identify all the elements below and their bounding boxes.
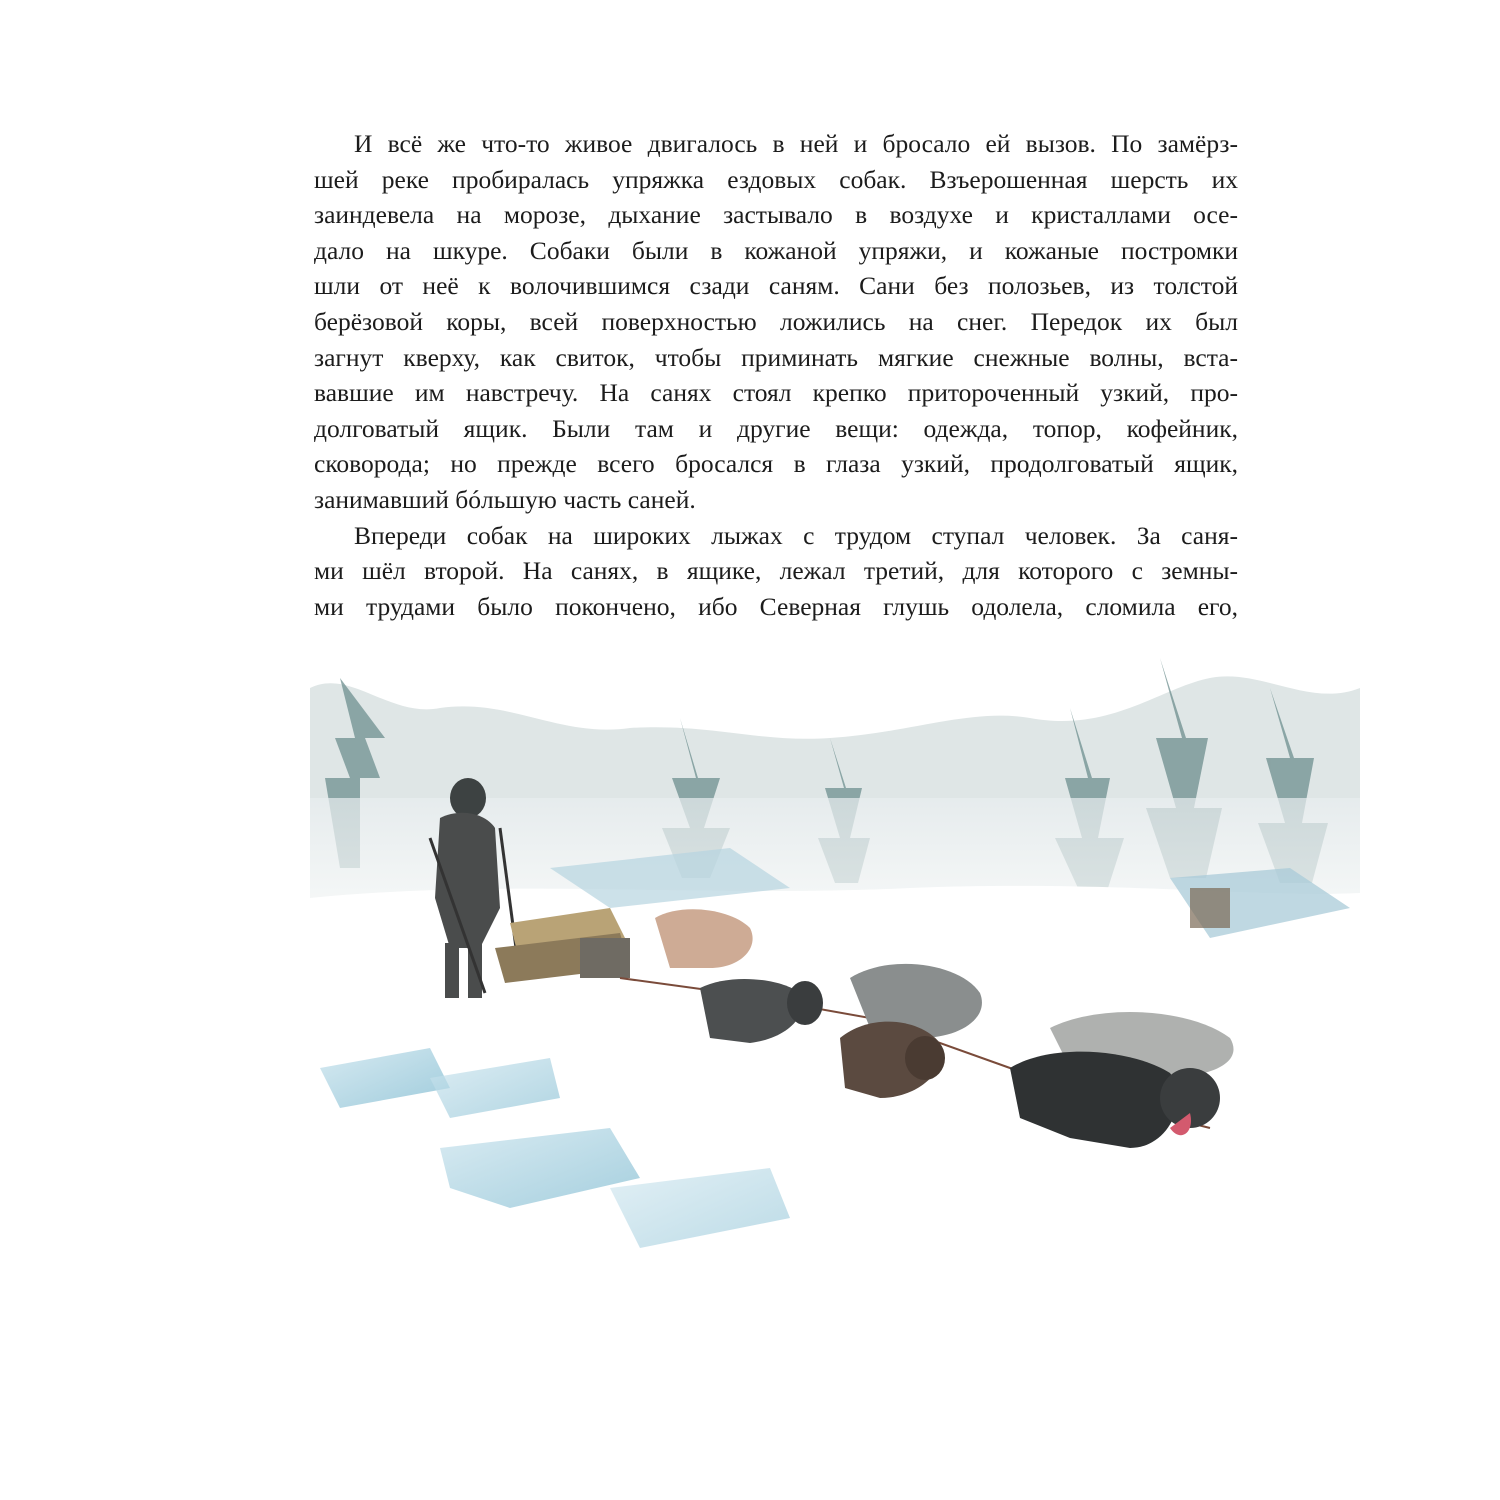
dog-sled-watercolor-icon (310, 648, 1360, 1298)
dog-sled-illustration (310, 648, 1360, 1298)
text-line: сковорода; но прежде всего бросался в глаза узкий, продолговатый ящик, (314, 449, 1238, 479)
text-line: Впереди собак на широких лыжах с трудом ступал человек. За саня- (354, 520, 1238, 550)
text-line: долговатый ящик. Были там и другие вещи: одежда, топор, кофейник, (314, 413, 1238, 443)
text-line: И всё же что-то живое двигалось в ней и бросало ей вызов. По замёрз- (354, 129, 1238, 158)
text-line: вавшие им навстречу. На санях стоял крепко приторoченный узкий, про- (314, 378, 1238, 408)
text-line: берёзовой коры, всей поверхностью ложились на снег. Передок их был (314, 306, 1238, 336)
text-line: загнут кверху, как свиток, чтобы приминать мягкие снежные волны, вста- (314, 342, 1238, 372)
body-text (314, 126, 1238, 624)
paragraph-1 (314, 126, 1238, 518)
text-line: ми шёл второй. На санях, в ящике, лежал третий, для которого с земны- (314, 556, 1238, 586)
text-line: ми трудами было покончено, ибо Северная глушь одолела, сломила его, (314, 591, 1238, 621)
text-line: дало на шкуре. Собаки были в кожаной упряжи, и кожаные постромки (314, 235, 1238, 265)
text-line: заиндевела на морозе, дыхание застывало в воздухе и кристаллами осе- (314, 200, 1238, 230)
text-line: шли от неё к волочившимся сзади саням. Сани без полозьев, из толстой (314, 271, 1238, 301)
text-line: шей реке пробиралась упряжка ездовых собак. Взъерошенная шерсть их (314, 164, 1238, 194)
text-line: занимавший бóльшую часть саней. (314, 484, 696, 514)
paragraph-2 (314, 518, 1238, 625)
